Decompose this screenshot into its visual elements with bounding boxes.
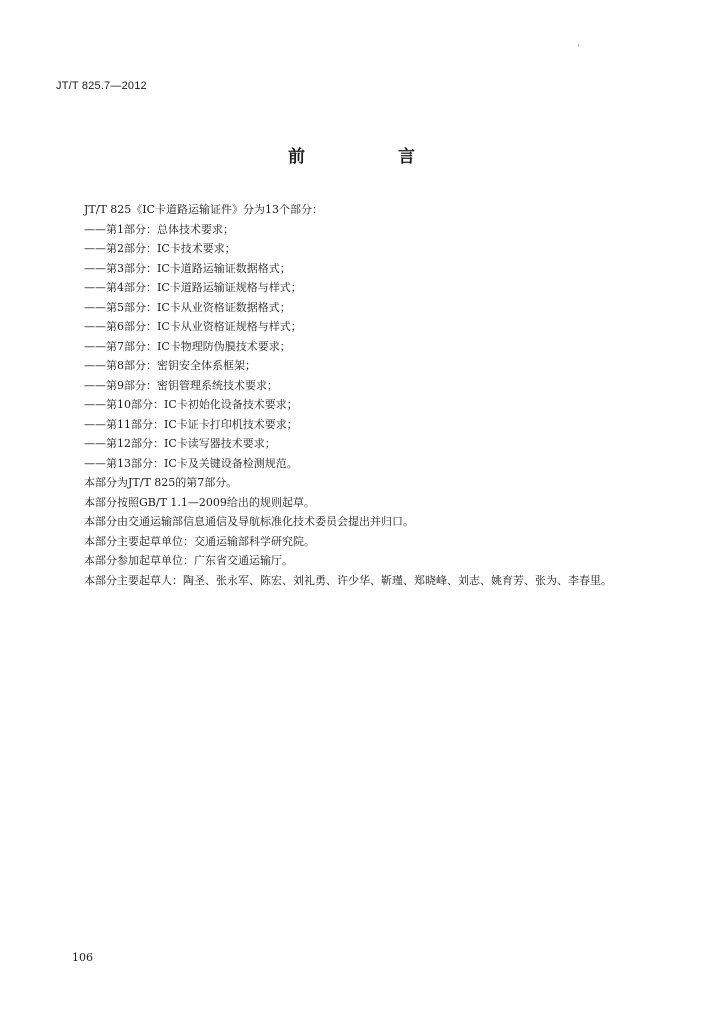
list-item: ——第13部分：IC卡及关键设备检测规范。 <box>84 456 298 470</box>
drafters-line: 本部分主要起草人：陶圣、张永军、陈宏、刘礼勇、许少华、靳瑾、郑晓峰、刘志、姚育芳、张为、李春里。 <box>84 573 612 587</box>
list-item: ——第7部分：IC卡物理防伪膜技术要求； <box>84 339 291 353</box>
list-item: ——第11部分：IC卡证卡打印机技术要求； <box>84 417 298 431</box>
list-item: ——第2部分：IC卡技术要求； <box>84 242 236 255</box>
statement-line: 本部分为JT/T 825的第7部分。 <box>84 476 238 489</box>
list-item: ——第6部分：IC卡从业资格证规格与样式； <box>84 320 302 333</box>
list-item: ——第12部分：IC卡读写器技术要求； <box>84 437 276 450</box>
statement-line: 本部分按照GB/T 1.1—2009给出的规则起草。 <box>84 495 315 509</box>
list-item: ——第5部分：IC卡从业资格证数据格式； <box>84 300 291 314</box>
intro-line: JT/T 825《IC卡道路运输证件》分为13个部分： <box>84 203 324 216</box>
scan-mark <box>578 44 579 47</box>
statement-line: 本部分参加起草单位：广东省交通运输厅。 <box>84 554 293 567</box>
statement-line: 本部分由交通运输部信息通信及导航标准化技术委员会提出并归口。 <box>84 515 414 528</box>
list-item: ——第8部分：密钥安全体系框架； <box>84 359 256 372</box>
list-item: ——第4部分：IC卡道路运输证规格与样式； <box>84 281 302 294</box>
page-number: 106 <box>72 951 93 964</box>
standard-code-header: JT/T 825.7—2012 <box>56 80 147 92</box>
statement-line: 本部分主要起草单位：交通运输部科学研究院。 <box>84 534 315 548</box>
page-title: 前 言 <box>288 147 453 167</box>
list-item: ——第9部分：密钥管理系统技术要求； <box>84 378 278 392</box>
foreword-body <box>84 200 664 590</box>
list-item: ——第1部分：总体技术要求； <box>84 222 234 236</box>
list-item: ——第10部分：IC卡初始化设备技术要求； <box>84 398 298 411</box>
list-item: ——第3部分：IC卡道路运输证数据格式； <box>84 261 291 275</box>
